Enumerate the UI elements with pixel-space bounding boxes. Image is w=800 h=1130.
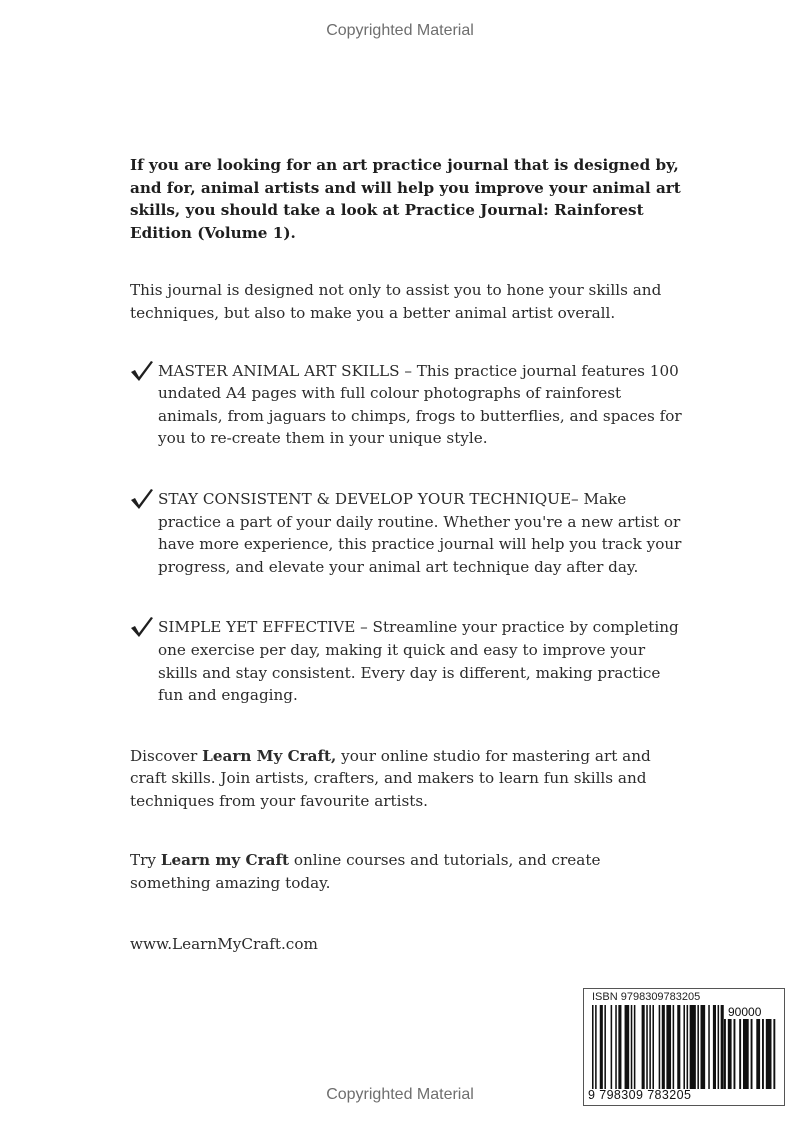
feature-text: STAY CONSISTENT & DEVELOP YOUR TECHNIQUE– Make practice a part of your daily routine. Whether you're a new artist or have more experience, this practice journal will help you track your progress, and elevate your animal art technique day after day. [158,489,682,576]
feature-item [130,488,685,578]
checkmark-icon [130,488,158,510]
discover-lead: Discover [130,746,203,765]
feature-item [130,360,685,450]
try-lead: Try [130,851,161,870]
discover-body: your online studio for mastering art and craft skills. Join artists, crafters, and makers to learn fun skills and techniques from your favourite artists. [130,746,651,810]
isbn-label: ISBN 9798309783205 [592,991,701,1003]
ean-barcode-bars [592,1005,724,1089]
try-paragraph [130,849,685,894]
brand-name: Learn My Craft, [202,746,337,765]
website-url: www.LearnMyCraft.com [130,934,318,953]
ean-digits: 9 798309 783205 [588,1088,692,1102]
copyright-watermark-top: Copyrighted Material [326,22,474,39]
price-code: 90000 [728,1005,762,1019]
back-cover-text [130,154,685,955]
copyright-watermark-bottom: Copyrighted Material [326,1086,474,1103]
checkmark-icon [130,360,158,382]
try-body: online courses and tutorials, and create something amazing today. [130,851,601,893]
brand-name: Learn my Craft [160,851,289,870]
price-barcode-bars [724,1019,778,1089]
feature-text: SIMPLE YET EFFECTIVE – Streamline your practice by completing one exercise per day, making it quick and easy to improve your skills and stay consistent. Every day is different, making practice fun and engaging. [158,618,679,705]
discover-paragraph [130,745,685,813]
feature-text: MASTER ANIMAL ART SKILLS – This practice journal features 100 undated A4 pages with full colour photographs of rainforest animals, from jaguars to chimps, frogs to butterflies, and spaces for you to re-create them in your unique style. [158,361,682,448]
intro-paragraph: If you are looking for an art practice journal that is designed by, and for, animal artists and will help you improve your animal art skills, you should take a look at Practice Journal: Rainforest Edition (Volume 1). [130,156,681,242]
feature-item [130,616,685,706]
journal-description: This journal is designed not only to assist you to hone your skills and techniques, but also to make you a better animal artist overall. [130,281,662,322]
checkmark-icon [130,616,158,638]
